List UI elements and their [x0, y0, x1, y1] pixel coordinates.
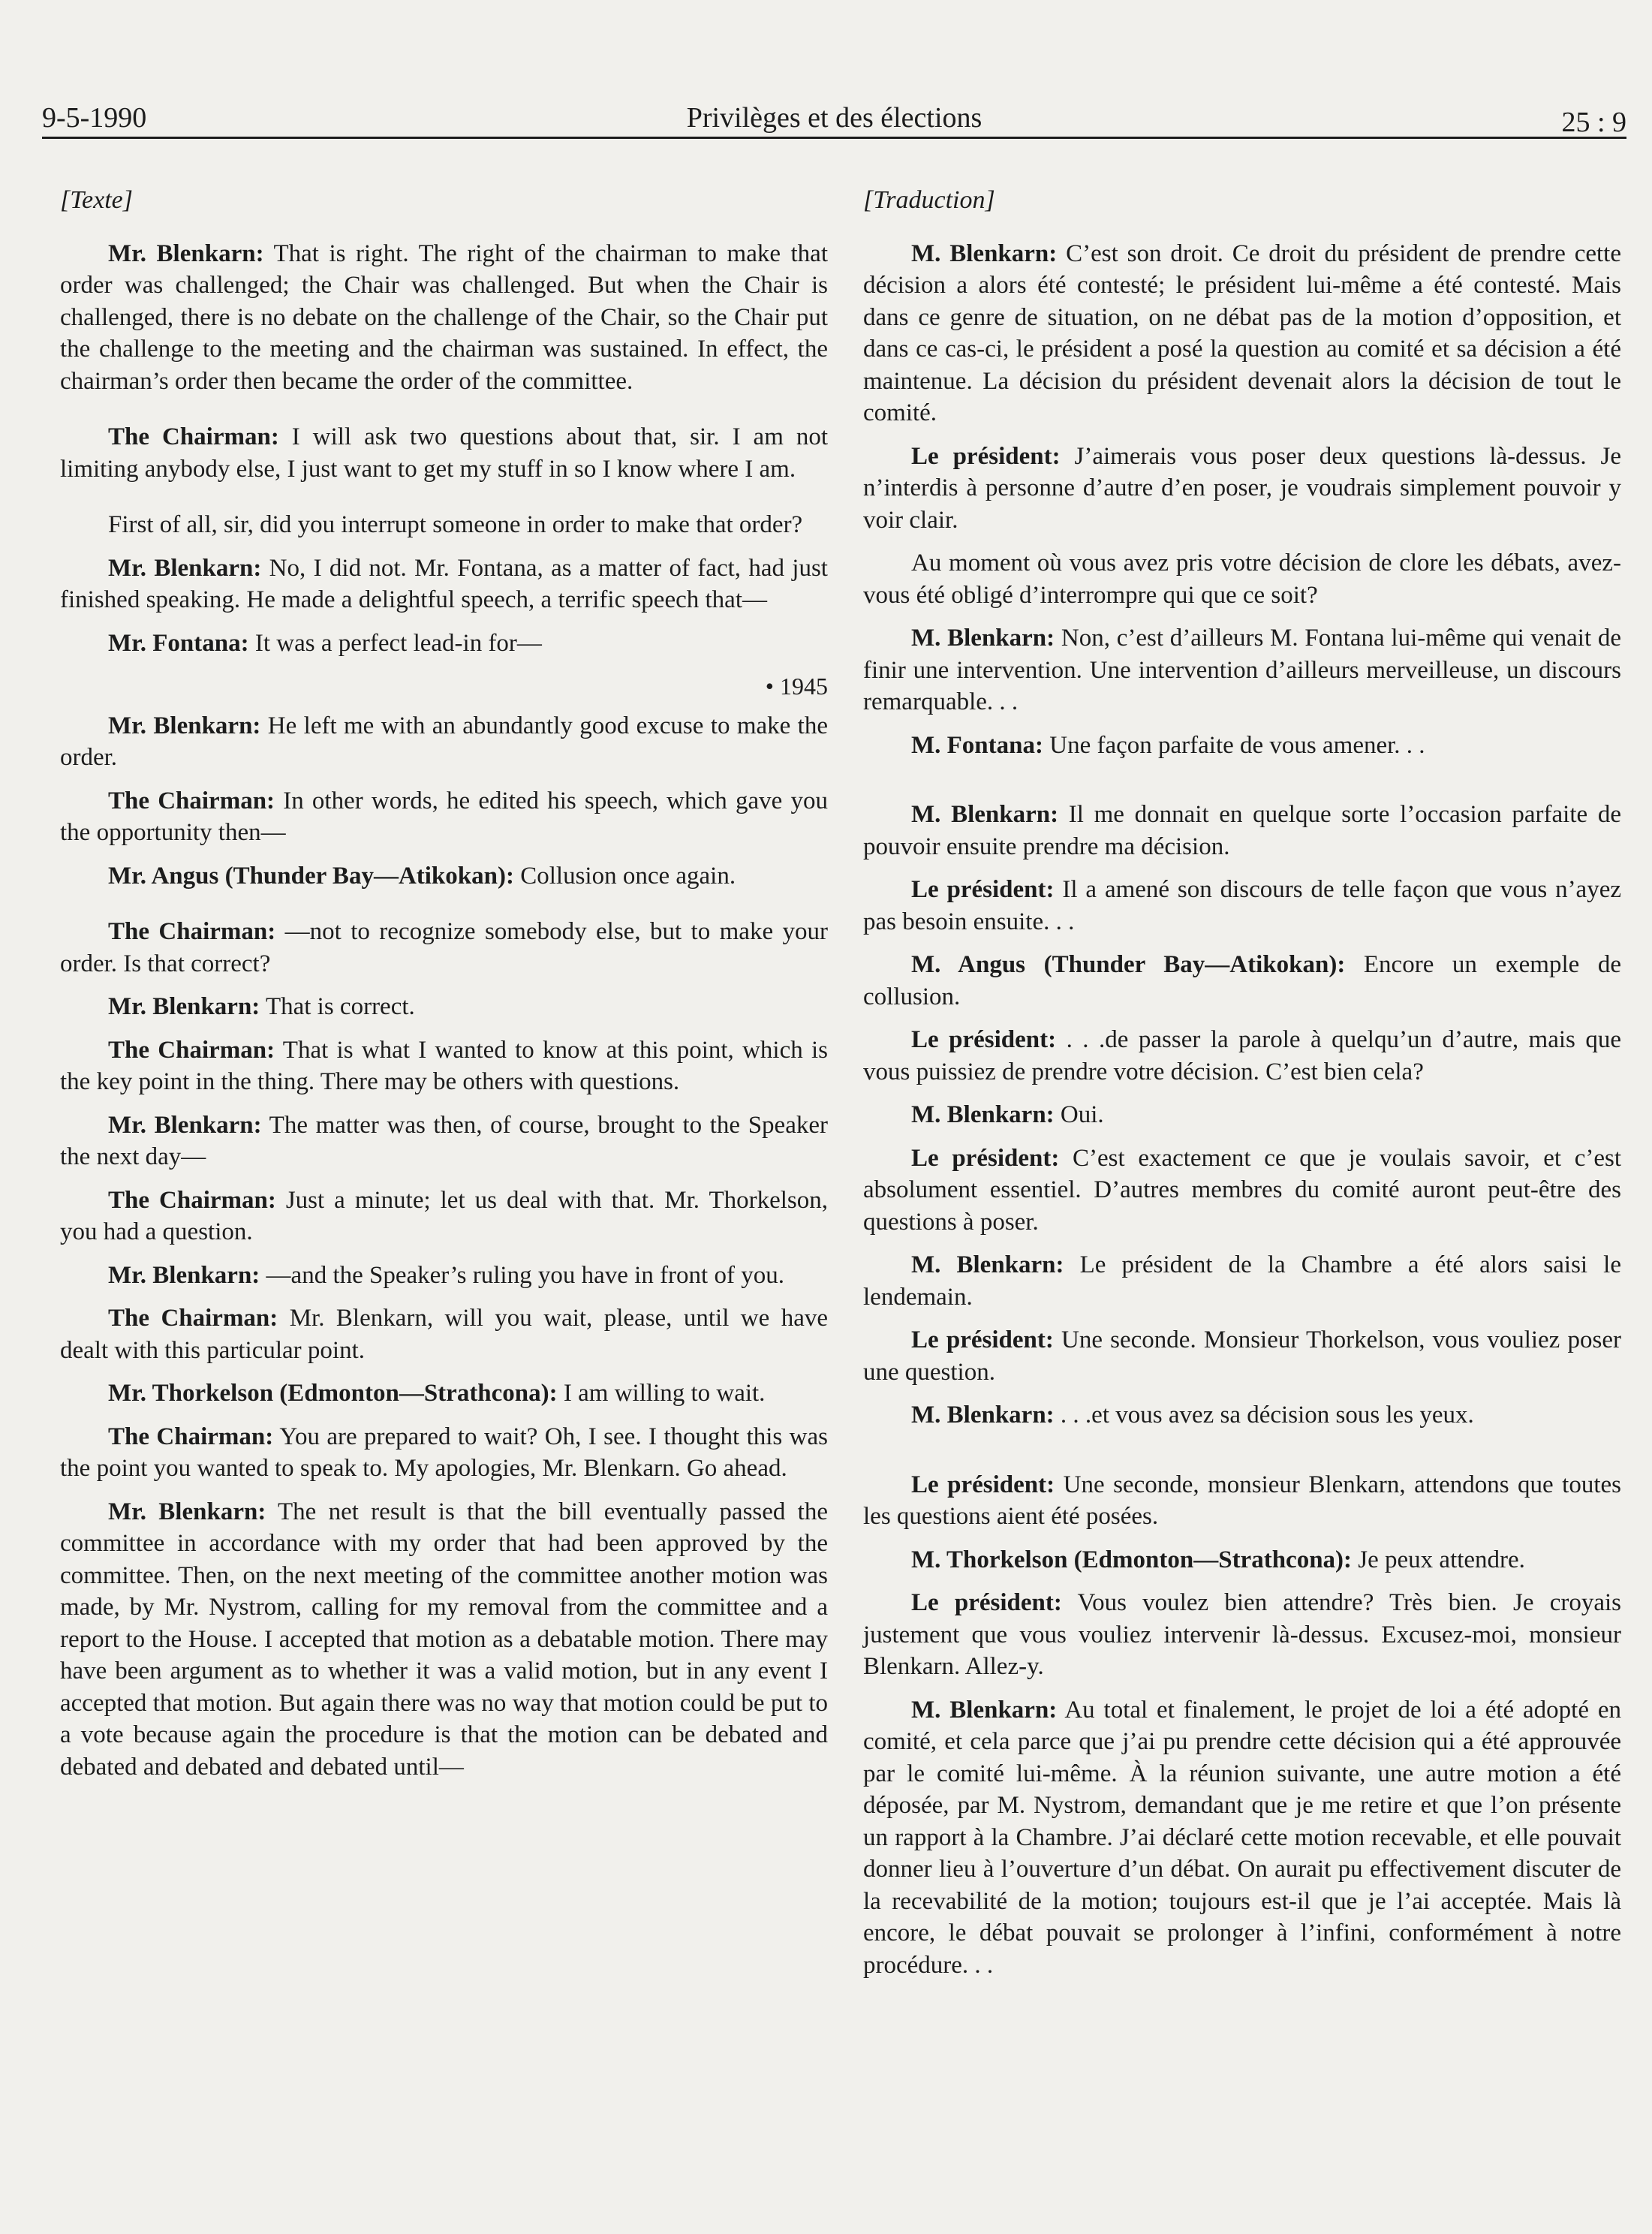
paragraph	[863, 874, 1621, 938]
speech-text: Une seconde, monsieur Blenkarn, attendons que toutes les questions aient été posées.	[863, 1471, 1621, 1530]
speech-text: Une seconde. Monsieur Thorkelson, vous vouliez poser une question.	[863, 1326, 1621, 1386]
speech-text: C’est exactement ce que je voulais savoir, et c’est absolument essentiel. D’autres membres du comité auront peut-être des questions à poser.	[863, 1144, 1621, 1236]
paragraph	[863, 1143, 1621, 1239]
paragraph	[863, 238, 1621, 429]
speaker-name: Mr. Blenkarn:	[108, 993, 260, 1020]
paragraph	[60, 1377, 828, 1410]
language-marker: [Traduction]	[863, 186, 995, 214]
paragraph	[60, 860, 828, 893]
speech-text: Le président de la Chambre a été alors saisi le lendemain.	[863, 1251, 1622, 1311]
english-column	[60, 185, 828, 1794]
speech-text: Il a amené son discours de telle façon que vous n’ayez pas besoin ensuite. . .	[863, 876, 1621, 935]
speech-text: The matter was then, of course, brought to the Speaker the next day—	[60, 1111, 828, 1170]
paragraph	[60, 552, 828, 616]
speech-text: . . .et vous avez sa décision sous les yeux.	[1054, 1402, 1474, 1429]
speaker-name: M. Fontana:	[911, 731, 1043, 759]
speaker-name: Le président:	[911, 1326, 1054, 1353]
speech-text: . . .de passer la parole à quelqu’un d’autre, mais que vous puissiez de prendre votre décision. C’est bien cela?	[863, 1026, 1622, 1085]
header-date: 9-5-1990	[42, 102, 147, 134]
speech-text: Mr. Blenkarn, will you wait, please, until we have dealt with this particular point.	[60, 1305, 829, 1364]
speech-text: Oui.	[1054, 1101, 1104, 1128]
speech-text: Non, c’est d’ailleurs M. Fontana lui-même qui venait de finir une intervention. Une intervention d’ailleurs merveilleuse, un discours remarquable. . .	[863, 625, 1622, 715]
speech-text: That is right. The right of the chairman to make that order was challenged; the Chair was challenged. But when the Chair is challenged, there is no debate on the challenge of the Chair, so the Chair put the challenge to the meeting and the chairman was sustained. In effect, the chairman’s order then became the order of the committee.	[60, 239, 828, 395]
speech-text: Je peux attendre.	[1352, 1546, 1525, 1573]
speaker-name: The Chairman:	[108, 918, 276, 945]
speaker-name: The Chairman:	[108, 1423, 274, 1450]
speech-text: Just a minute; let us deal with that. Mr. Thorkelson, you had a question.	[60, 1186, 829, 1245]
speech-text: The net result is that the bill eventually passed the committee in accordance with my order that had been approved by the committee. Then, on the next meeting of the committee another motion was made, by Mr. Nystrom, calling for my removal from the committee and a report to the House. I accepted that motion as a debatable motion. There may have been argument as to whether it was a valid motion, but in any event I accepted that motion. But again there was no way that motion could be put to a vote because again the procedure is that the motion can be debated and debated and debated and debated until—	[60, 1498, 828, 1781]
paragraph	[60, 509, 828, 541]
speaker-name: Mr. Blenkarn:	[108, 1498, 266, 1525]
speaker-name: Mr. Angus (Thunder Bay—Atikokan):	[108, 862, 514, 890]
speech-text: Encore un exemple de collusion.	[863, 951, 1621, 1010]
paragraph	[60, 991, 828, 1023]
speaker-name: M. Blenkarn:	[911, 801, 1059, 828]
speaker-name: The Chairman:	[108, 423, 279, 450]
paragraph	[60, 785, 828, 849]
speech-text: I am willing to wait.	[557, 1380, 766, 1407]
paragraph	[863, 799, 1621, 863]
speech-text: In other words, he edited his speech, which gave you the opportunity then—	[60, 787, 828, 846]
french-column	[863, 185, 1621, 1992]
speech-text: J’aimerais vous poser deux questions là-dessus. Je n’interdis à personne d’autre d’en poser, je voudrais simplement pouvoir y voir clair.	[863, 442, 1621, 534]
speaker-name: Mr. Blenkarn:	[108, 712, 261, 739]
speaker-name: Mr. Blenkarn:	[108, 1111, 262, 1139]
speech-text: —not to recognize somebody else, but to make your order. Is that correct?	[60, 918, 828, 977]
speech-text: Au total et finalement, le projet de loi a été adopté en comité, et cela parce que j’ai pu prendre cette décision qui a été approuvée par le comité lui-même. À la réunion suivante, une autre motion a été déposée, par M. Nystrom, demandant que je me retire et que l’on présente un rapport à la Chambre. J’ai déclaré cette motion recevable, et elle pouvait donner lieu à l’ouverture d’un débat. On aurait pu effectivement discuter de la recevabilité de la motion; toujours est-il que je l’ai acceptée. Mais là encore, le débat pouvait se prolonger à l’infini, conformément à notre procédure. . .	[863, 1696, 1622, 1979]
paragraph	[60, 1496, 828, 1784]
header-page-number: 25 : 9	[1561, 107, 1626, 138]
paragraph	[863, 1249, 1621, 1313]
speaker-name: Mr. Blenkarn:	[108, 554, 262, 582]
paragraph	[60, 1109, 828, 1173]
speaker-name: The Chairman:	[108, 1305, 278, 1332]
header-title: Privilèges et des élections	[686, 102, 982, 134]
time-stamp: • 1945	[765, 673, 828, 700]
speaker-name: Mr. Blenkarn:	[108, 1261, 260, 1289]
language-marker: [Texte]	[60, 186, 133, 214]
paragraph	[863, 441, 1621, 537]
paragraph	[863, 547, 1621, 611]
paragraph	[863, 730, 1621, 762]
paragraph	[863, 949, 1621, 1013]
paragraph	[863, 1024, 1621, 1088]
speech-text: You are prepared to wait? Oh, I see. I thought this was the point you wanted to speak to. My apologies, Mr. Blenkarn. Go ahead.	[60, 1423, 829, 1482]
paragraph	[60, 1034, 828, 1098]
speaker-name: M. Blenkarn:	[911, 239, 1058, 267]
speaker-name: M. Angus (Thunder Bay—Atikokan):	[911, 951, 1346, 978]
speaker-name: M. Blenkarn:	[911, 1402, 1055, 1429]
paragraph	[60, 1185, 828, 1248]
speaker-name: The Chairman:	[108, 787, 275, 814]
speaker-name: M. Blenkarn:	[911, 1696, 1058, 1724]
header-rule	[42, 137, 1626, 139]
speaker-name: M. Thorkelson (Edmonton—Strathcona):	[911, 1546, 1353, 1573]
speech-text: It was a perfect lead-in for—	[248, 629, 542, 657]
paragraph	[60, 238, 828, 398]
speech-text: No, I did not. Mr. Fontana, as a matter of fact, had just finished speaking. He made a delightful speech, a terrific speech that—	[60, 554, 828, 613]
speaker-name: The Chairman:	[108, 1186, 276, 1214]
speech-text: Au moment où vous avez pris votre décision de clore les débats, avez-vous été obligé d’interrompre qui que ce soit?	[863, 549, 1621, 609]
paragraph	[60, 1302, 828, 1366]
paragraph	[863, 1544, 1621, 1576]
speech-text: That is what I wanted to know at this point, which is the key point in the thing. There may be others with questions.	[60, 1036, 828, 1095]
speaker-name: Le président:	[911, 876, 1055, 903]
paragraph	[60, 1260, 828, 1292]
paragraph	[863, 1469, 1621, 1533]
speaker-name: Le président:	[911, 1026, 1057, 1053]
paragraph	[863, 1399, 1621, 1432]
speaker-name: Le président:	[911, 1144, 1060, 1172]
speaker-name: Le président:	[911, 1589, 1062, 1616]
speaker-name: M. Blenkarn:	[911, 625, 1055, 652]
paragraph	[60, 1421, 828, 1485]
speech-text: Vous voulez bien attendre? Très bien. Je croyais justement que vous vouliez intervenir là-dessus. Excusez-moi, monsieur Blenkarn. Allez-y.	[863, 1589, 1621, 1680]
speaker-name: M. Blenkarn:	[911, 1101, 1055, 1128]
speaker-name: Le président:	[911, 442, 1061, 470]
paragraph	[60, 421, 828, 485]
paragraph	[60, 710, 828, 774]
speaker-name: The Chairman:	[108, 1036, 275, 1064]
paragraph	[60, 628, 828, 660]
speech-text: —and the Speaker’s ruling you have in front of you.	[260, 1261, 784, 1289]
page-header	[42, 96, 1626, 140]
paragraph	[863, 1694, 1621, 1982]
paragraph	[863, 1099, 1621, 1131]
speech-text: Collusion once again.	[513, 862, 736, 890]
speech-text: First of all, sir, did you interrupt someone in order to make that order?	[108, 511, 803, 538]
paragraph	[60, 916, 828, 980]
speaker-name: Mr. Thorkelson (Edmonton—Strathcona):	[108, 1380, 558, 1407]
paragraph	[863, 622, 1621, 718]
speaker-name: M. Blenkarn:	[911, 1251, 1064, 1278]
speech-text: Il me donnait en quelque sorte l’occasion parfaite de pouvoir ensuite prendre ma décision.	[863, 801, 1621, 860]
speech-text: Une façon parfaite de vous amener. . .	[1043, 731, 1425, 759]
speech-text: C’est son droit. Ce droit du président de prendre cette décision a alors été contesté; le président lui-même a été contesté. Mais dans ce genre de situation, on ne débat pas de la motion d’opposition, et dans ce cas-ci, le président a posé la question au comité et sa décision a été maintenue. La décision du président devenait alors la décision de tout le comité.	[863, 239, 1621, 426]
speech-text: I will ask two questions about that, sir. I am not limiting anybody else, I just want to get my stuff in so I know where I am.	[60, 423, 829, 483]
speaker-name: Le président:	[911, 1471, 1055, 1498]
speech-text: That is correct.	[260, 993, 415, 1020]
speech-text: He left me with an abundantly good excuse to make the order.	[60, 712, 828, 771]
speaker-name: Mr. Blenkarn:	[108, 239, 264, 267]
paragraph	[863, 1587, 1621, 1683]
speaker-name: Mr. Fontana:	[108, 629, 249, 657]
paragraph	[863, 1324, 1621, 1388]
